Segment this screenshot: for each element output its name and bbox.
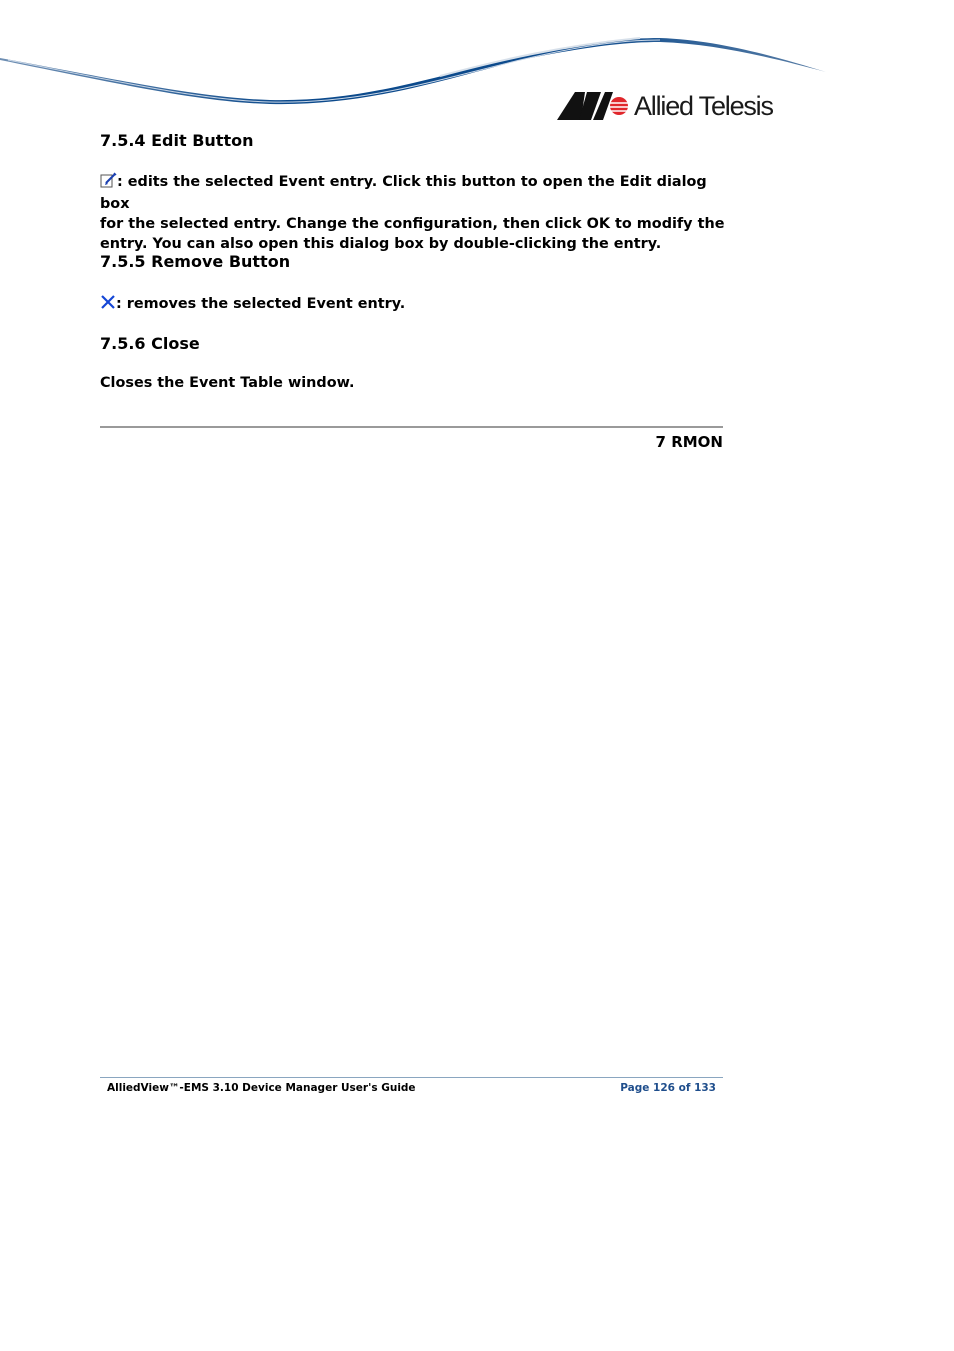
section-heading-edit: 7.5.4 Edit Button <box>100 131 254 150</box>
section-heading-close: 7.5.6 Close <box>100 334 200 353</box>
edit-description-line2: for the selected entry. Change the configuration, then click OK to modify the <box>100 216 725 232</box>
footer-page-number: Page 126 of 133 <box>620 1082 716 1094</box>
allied-telesis-logo <box>557 92 773 120</box>
chapter-divider <box>100 426 723 428</box>
footer-divider <box>100 1077 723 1078</box>
edit-description-line1: : edits the selected Event entry. Click this button to open the Edit dialog box <box>100 174 707 212</box>
footer-guide-title: AlliedView™-EMS 3.10 Device Manager User's Guide <box>107 1082 416 1094</box>
edit-description <box>100 172 740 254</box>
remove-x-icon <box>100 294 116 316</box>
header-swoosh-graphic <box>0 0 954 130</box>
chapter-label: 7 RMON <box>655 433 723 451</box>
close-description: Closes the Event Table window. <box>100 375 355 391</box>
remove-description-text: : removes the selected Event entry. <box>116 296 406 312</box>
logo-wordmark: Allied Telesis <box>634 90 773 121</box>
allied-telesis-logo-mark-icon <box>557 92 629 120</box>
remove-description <box>100 294 740 316</box>
section-heading-remove: 7.5.5 Remove Button <box>100 252 291 271</box>
edit-pencil-icon <box>100 172 117 194</box>
edit-description-line3: entry. You can also open this dialog box by double-clicking the entry. <box>100 236 662 252</box>
